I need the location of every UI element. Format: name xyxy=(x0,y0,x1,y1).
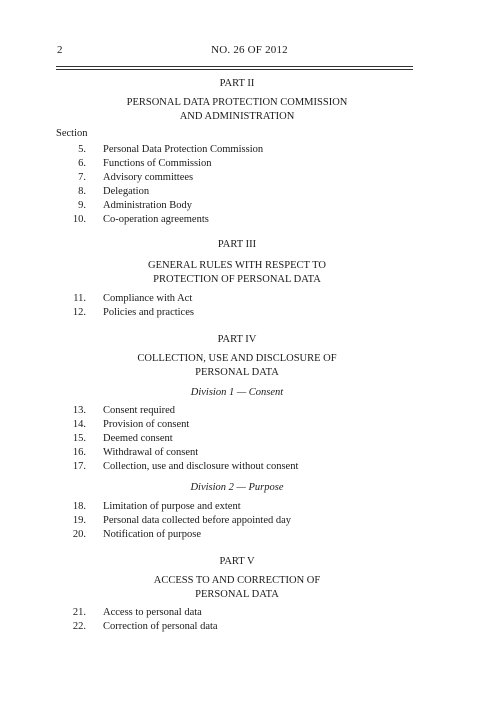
section-title: Notification of purpose xyxy=(103,529,201,540)
section-title: Collection, use and disclosure without consent xyxy=(103,461,299,472)
part-ii-heading: PART II xyxy=(219,78,255,89)
section-number: 16. xyxy=(72,447,86,458)
section-title: Personal data collected before appointed day xyxy=(103,515,292,526)
part-iii-heading: PART III xyxy=(217,239,257,250)
section-number: 20. xyxy=(72,529,86,540)
toc-entry xyxy=(0,171,499,185)
toc-entry xyxy=(0,528,499,542)
section-number: 7. xyxy=(78,172,86,183)
section-number: 8. xyxy=(78,186,86,197)
division-2-heading: Division 2 — Purpose xyxy=(190,482,284,493)
toc-entry xyxy=(0,185,499,199)
header-rule-bottom xyxy=(56,69,413,70)
section-column-label: Section xyxy=(56,128,88,139)
section-number: 21. xyxy=(72,607,86,618)
section-number: 13. xyxy=(72,405,86,416)
section-title: Consent required xyxy=(103,405,176,416)
section-title: Access to personal data xyxy=(103,607,202,618)
toc-entry xyxy=(0,292,499,306)
header-rule-top xyxy=(56,66,413,67)
part-iv-heading: PART IV xyxy=(217,334,257,345)
toc-entry xyxy=(0,446,499,460)
toc-entry xyxy=(0,514,499,528)
section-number: 18. xyxy=(72,501,86,512)
toc-entry xyxy=(0,306,499,320)
toc-entry xyxy=(0,620,499,634)
toc-entry xyxy=(0,432,499,446)
section-number: 17. xyxy=(72,461,86,472)
part-iii-title-line2: PROTECTION OF PERSONAL DATA xyxy=(153,274,321,285)
section-title: Correction of personal data xyxy=(103,621,218,632)
section-title: Compliance with Act xyxy=(103,293,193,304)
toc-entry xyxy=(0,500,499,514)
toc-entry xyxy=(0,213,499,227)
section-title: Functions of Commission xyxy=(103,158,212,169)
section-number: 12. xyxy=(72,307,86,318)
section-title: Withdrawal of consent xyxy=(103,447,199,458)
part-iv-title-line1: COLLECTION, USE AND DISCLOSURE OF xyxy=(137,353,337,364)
section-number: 5. xyxy=(78,144,86,155)
toc-entry xyxy=(0,606,499,620)
toc-entry xyxy=(0,199,499,213)
part-ii-title-line1: PERSONAL DATA PROTECTION COMMISSION xyxy=(126,97,348,108)
toc-entry xyxy=(0,143,499,157)
section-number: 9. xyxy=(78,200,86,211)
section-title: Administration Body xyxy=(103,200,192,211)
part-v-heading: PART V xyxy=(219,556,255,567)
section-number: 19. xyxy=(72,515,86,526)
section-title: Co-operation agreements xyxy=(103,214,209,225)
toc-entry xyxy=(0,460,499,474)
section-number: 11. xyxy=(73,293,86,304)
toc-entry xyxy=(0,404,499,418)
toc-entry xyxy=(0,157,499,171)
section-title: Limitation of purpose and extent xyxy=(103,501,241,512)
part-ii-title-line2: AND ADMINISTRATION xyxy=(179,111,295,122)
section-title: Deemed consent xyxy=(103,433,173,444)
section-number: 6. xyxy=(78,158,86,169)
section-title: Advisory committees xyxy=(103,172,194,183)
page-number: 2 xyxy=(57,44,63,56)
section-number: 14. xyxy=(72,419,86,430)
section-number: 10. xyxy=(72,214,86,225)
part-iii-title-line1: GENERAL RULES WITH RESPECT TO xyxy=(148,260,326,271)
section-number: 15. xyxy=(72,433,86,444)
toc-entry xyxy=(0,418,499,432)
part-v-title-line1: ACCESS TO AND CORRECTION OF xyxy=(153,575,321,586)
section-number: 22. xyxy=(72,621,86,632)
section-title: Provision of consent xyxy=(103,419,190,430)
part-v-title-line2: PERSONAL DATA xyxy=(195,589,279,600)
section-title: Personal Data Protection Commission xyxy=(103,144,264,155)
part-iv-title-line2: PERSONAL DATA xyxy=(195,367,279,378)
running-header-title: NO. 26 OF 2012 xyxy=(211,44,288,56)
section-title: Delegation xyxy=(103,186,150,197)
section-title: Policies and practices xyxy=(103,307,194,318)
division-1-heading: Division 1 — Consent xyxy=(190,387,284,398)
